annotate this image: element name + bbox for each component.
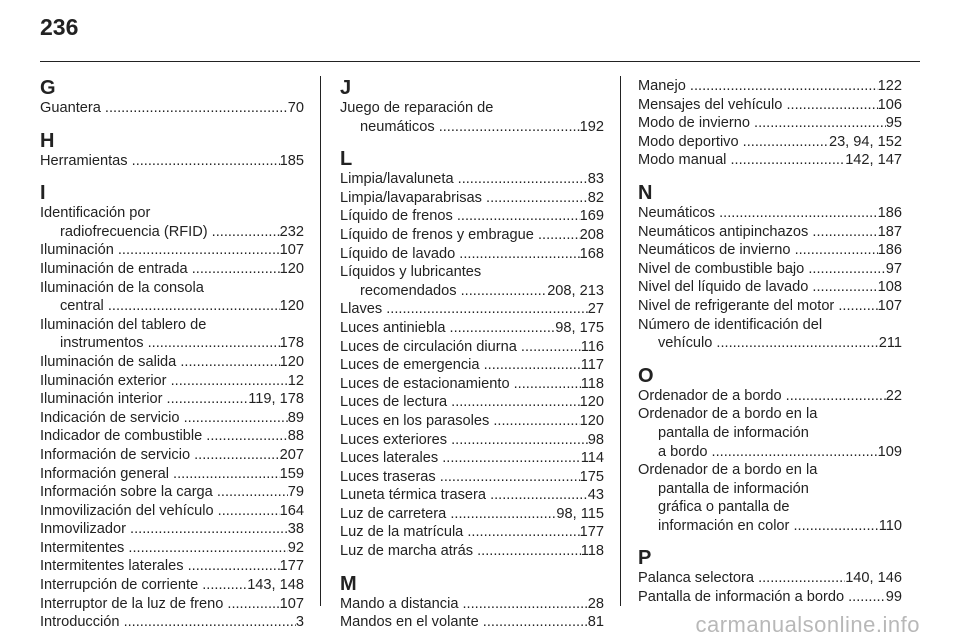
index-entry — [40, 390, 304, 409]
entry-text: Mando a distancia ..... — [340, 595, 588, 614]
index-entry — [40, 446, 304, 465]
index-column-2 — [340, 77, 604, 632]
page-reference: 177 — [279, 558, 304, 575]
entry-text: Interrupción de corriente ..... — [40, 576, 247, 595]
index-entry — [340, 449, 604, 468]
index-entry — [340, 338, 604, 357]
entry-text: Luces de estacionamiento ..... — [340, 375, 581, 394]
page-reference: 114 — [580, 450, 604, 467]
entry-text: Información sobre la carga ..... — [40, 483, 288, 502]
section-letter: M — [340, 572, 357, 595]
page-reference: 43 — [587, 487, 604, 504]
index-entry — [40, 539, 304, 558]
entry-text: central ..... — [60, 297, 280, 316]
entry-text: Neumáticos de invierno ..... — [638, 241, 878, 260]
entry-text: Iluminación del tablero de — [40, 316, 207, 333]
entry-text: pantalla de información — [658, 480, 809, 497]
entry-text: Iluminación exterior ..... — [40, 372, 288, 391]
page-reference: 208 — [579, 226, 604, 243]
entry-text: Guantera ..... — [40, 99, 288, 118]
index-entry — [40, 99, 304, 118]
entry-text: Identificación por — [40, 205, 151, 222]
index-column-3 — [638, 77, 902, 607]
page-reference: 120 — [579, 394, 604, 411]
entry-text: Modo deportivo ..... — [638, 133, 829, 152]
page-reference: 164 — [279, 502, 304, 519]
page-reference: 140, 146 — [845, 570, 902, 587]
index-entry — [638, 278, 902, 297]
page-number: 236 — [40, 14, 79, 40]
page-reference: 186 — [877, 204, 902, 221]
entry-text: Número de identificación del — [638, 316, 823, 333]
page-reference: 169 — [579, 208, 604, 225]
entry-text: vehículo ..... — [658, 334, 879, 353]
entry-text: Interruptor de la luz de freno ..... — [40, 595, 280, 614]
index-entry — [340, 207, 604, 226]
page-reference: 98, 175 — [555, 319, 604, 336]
page-reference: 117 — [580, 357, 604, 374]
entry-text: Luces en los parasoles ..... — [340, 412, 580, 431]
index-entry — [340, 431, 604, 450]
entry-text: Luces de emergencia ..... — [340, 356, 581, 375]
entry-text: información en color ..... — [658, 517, 879, 536]
entry-text: Indicador de combustible ..... — [40, 427, 288, 446]
page-reference: 118 — [580, 543, 604, 560]
index-entry — [638, 204, 902, 223]
page-reference: 186 — [877, 242, 902, 259]
section-letter: N — [638, 181, 653, 204]
entry-text: Líquido de frenos y embrague ..... — [340, 226, 580, 245]
index-entry — [340, 226, 604, 245]
index-entry — [340, 412, 604, 431]
page-reference: 108 — [877, 279, 902, 296]
index-entry — [340, 245, 604, 264]
entry-text: Ordenador de a bordo en la — [638, 406, 818, 423]
index-entry — [40, 204, 304, 241]
page-reference: 107 — [279, 242, 304, 259]
index-entry — [638, 151, 902, 170]
entry-text: Nivel de combustible bajo ..... — [638, 260, 886, 279]
entry-text: Líquido de frenos ..... — [340, 207, 580, 226]
entry-text: Limpia/lavaparabrisas ..... — [340, 189, 588, 208]
entry-text: Modo de invierno ..... — [638, 114, 886, 133]
page-reference: 159 — [279, 465, 304, 482]
index-entry — [340, 523, 604, 542]
page-reference: 177 — [579, 524, 604, 541]
entry-text: Indicación de servicio ..... — [40, 409, 288, 428]
entry-text: Luz de la matrícula ..... — [340, 523, 580, 542]
page-reference: 142, 147 — [845, 152, 902, 169]
entry-text: Luneta térmica trasera ..... — [340, 486, 588, 505]
index-entry — [638, 316, 902, 353]
entry-text: Iluminación ..... — [40, 241, 280, 260]
page-reference: 27 — [587, 301, 604, 318]
entry-text: Luces de lectura ..... — [340, 393, 580, 412]
entry-text: Introducción ..... — [40, 613, 296, 632]
page-reference: 207 — [279, 446, 304, 463]
page-reference: 70 — [287, 100, 304, 116]
page-reference: 109 — [877, 443, 902, 460]
entry-text: Modo manual ..... — [638, 151, 845, 170]
page-reference: 12 — [287, 372, 304, 389]
entry-text: Herramientas ..... — [40, 152, 280, 171]
entry-text: Intermitentes laterales ..... — [40, 557, 280, 576]
page-reference: 116 — [580, 338, 604, 355]
entry-text: Juego de reparación de — [340, 100, 494, 116]
page-reference: 82 — [587, 189, 604, 206]
page-reference: 168 — [579, 245, 604, 262]
index-entry — [40, 595, 304, 614]
index-entry — [638, 77, 902, 96]
page-reference: 92 — [287, 539, 304, 556]
entry-text: Mandos en el volante ..... — [340, 613, 588, 632]
entry-text: instrumentos ..... — [60, 334, 280, 353]
index-entry — [638, 405, 902, 461]
page-reference: 88 — [287, 428, 304, 445]
page-reference: 3 — [295, 614, 304, 631]
index-entry — [340, 613, 604, 632]
entry-text: Nivel del líquido de lavado ..... — [638, 278, 878, 297]
index-entry — [340, 170, 604, 189]
page-reference: 178 — [279, 335, 304, 352]
entry-text: a bordo ..... — [658, 443, 878, 462]
page-reference: 120 — [279, 260, 304, 277]
entry-text: recomendados ..... — [360, 282, 547, 301]
entry-text: Luz de marcha atrás ..... — [340, 542, 581, 561]
entry-text: Inmovilización del vehículo ..... — [40, 502, 280, 521]
index-entry — [40, 152, 304, 171]
index-entry — [40, 483, 304, 502]
index-entry — [638, 223, 902, 242]
index-entry — [340, 595, 604, 614]
page-reference: 208, 213 — [547, 282, 604, 299]
entry-text: Información de servicio ..... — [40, 446, 280, 465]
entry-text: Palanca selectora ..... — [638, 569, 845, 588]
entry-text: Limpia/lavaluneta ..... — [340, 170, 588, 189]
page-reference: 98, 115 — [556, 505, 604, 522]
entry-text: Llaves ..... — [340, 300, 588, 319]
page-reference: 143, 148 — [247, 577, 304, 594]
page-reference: 175 — [579, 468, 604, 485]
index-entry — [340, 542, 604, 561]
page-reference: 120 — [279, 298, 304, 315]
page-reference: 120 — [279, 353, 304, 370]
index-entry — [40, 372, 304, 391]
entry-text: neumáticos ..... — [360, 118, 580, 137]
index-entry — [40, 409, 304, 428]
entry-text: Luz de carretera ..... — [340, 505, 556, 524]
entry-text: Mensajes del vehículo ..... — [638, 96, 878, 115]
section-letter: J — [340, 77, 352, 99]
page-reference: 83 — [587, 171, 604, 188]
index-entry — [40, 279, 304, 316]
section-letter: P — [638, 547, 652, 570]
index-entry — [638, 241, 902, 260]
entry-text: Luces laterales ..... — [340, 449, 581, 468]
section-letter: L — [340, 148, 353, 171]
entry-text: Líquidos y lubricantes — [340, 264, 482, 281]
page-reference: 122 — [877, 78, 902, 94]
index-entry — [340, 486, 604, 505]
index-entry — [638, 114, 902, 133]
page-reference: 110 — [878, 517, 902, 534]
entry-text: Manejo ..... — [638, 77, 878, 96]
entry-text: Iluminación de entrada ..... — [40, 260, 280, 279]
index-entry — [638, 588, 902, 607]
index-entry — [340, 375, 604, 394]
index-entry — [638, 133, 902, 152]
index-entry — [638, 461, 902, 535]
entry-text: radiofrecuencia (RFID) ..... — [60, 223, 280, 242]
entry-text: Intermitentes ..... — [40, 539, 288, 558]
entry-text: Iluminación de salida ..... — [40, 353, 280, 372]
section-letter: H — [40, 129, 55, 152]
page-reference: 95 — [885, 115, 902, 132]
page-reference: 79 — [287, 484, 304, 501]
section-letter: G — [40, 77, 56, 99]
index-entry — [340, 319, 604, 338]
index-entry — [340, 468, 604, 487]
page-reference: 89 — [287, 409, 304, 426]
column-divider — [620, 76, 621, 606]
entry-text: Iluminación de la consola — [40, 279, 204, 296]
index-entry — [40, 613, 304, 632]
page-reference: 38 — [287, 521, 304, 538]
page-reference: 107 — [279, 595, 304, 612]
entry-text: Luces traseras ..... — [340, 468, 580, 487]
index-column-1 — [40, 77, 304, 632]
index-entry — [340, 189, 604, 208]
index-entry — [40, 427, 304, 446]
page-reference: 107 — [877, 297, 902, 314]
index-entry — [40, 316, 304, 353]
entry-text: Líquido de lavado ..... — [340, 245, 580, 264]
index-entry — [40, 576, 304, 595]
index-entry — [40, 241, 304, 260]
index-entry — [638, 96, 902, 115]
entry-text: Luces exteriores ..... — [340, 431, 588, 450]
page-reference: 187 — [877, 223, 902, 240]
index-entry — [638, 569, 902, 588]
index-entry — [340, 393, 604, 412]
entry-text: Ordenador de a bordo ..... — [638, 387, 886, 406]
entry-text: Neumáticos ..... — [638, 204, 878, 223]
index-entry — [340, 356, 604, 375]
page-reference: 22 — [885, 387, 902, 404]
page-reference: 23, 94, 152 — [828, 133, 902, 150]
page-reference: 185 — [279, 152, 304, 169]
index-entry — [638, 260, 902, 279]
entry-text: Iluminación interior ..... — [40, 390, 248, 409]
index-entry — [638, 387, 902, 406]
column-divider — [320, 76, 321, 606]
watermark: carmanualsonline.info — [695, 612, 920, 637]
page-reference: 97 — [885, 260, 902, 277]
entry-text: Luces antiniebla ..... — [340, 319, 555, 338]
page-reference: 232 — [279, 223, 304, 240]
index-entry — [40, 502, 304, 521]
page-reference: 106 — [877, 96, 902, 113]
page-reference: 98 — [587, 431, 604, 448]
index-entry — [40, 353, 304, 372]
section-letter: O — [638, 364, 654, 387]
index-entry — [340, 505, 604, 524]
page-reference: 120 — [579, 412, 604, 429]
page-reference: 192 — [579, 118, 604, 135]
entry-text: Neumáticos antipinchazos ..... — [638, 223, 878, 242]
entry-text: Luces de circulación diurna ..... — [340, 338, 581, 357]
page-reference: 81 — [587, 614, 604, 631]
page-reference: 99 — [885, 589, 902, 606]
header-rule — [40, 61, 920, 62]
entry-text: Nivel de refrigerante del motor ..... — [638, 297, 878, 316]
index-entry — [340, 99, 604, 136]
entry-text: gráfica o pantalla de — [658, 499, 790, 516]
entry-text: Ordenador de a bordo en la — [638, 462, 818, 479]
section-letter: I — [40, 182, 46, 205]
index-entry — [40, 557, 304, 576]
entry-text: pantalla de información — [658, 424, 809, 441]
index-entry — [638, 297, 902, 316]
index-entry — [40, 465, 304, 484]
index-entry — [40, 260, 304, 279]
entry-text: Pantalla de información a bordo ..... — [638, 588, 886, 607]
page-reference: 118 — [580, 375, 604, 392]
page-reference: 28 — [587, 595, 604, 612]
entry-text: Inmovilizador ..... — [40, 520, 288, 539]
index-entry — [340, 300, 604, 319]
index-entry — [340, 263, 604, 300]
entry-text: Información general ..... — [40, 465, 280, 484]
page-reference: 211 — [878, 335, 902, 352]
index-entry — [40, 520, 304, 539]
page-reference: 119, 178 — [248, 391, 304, 408]
